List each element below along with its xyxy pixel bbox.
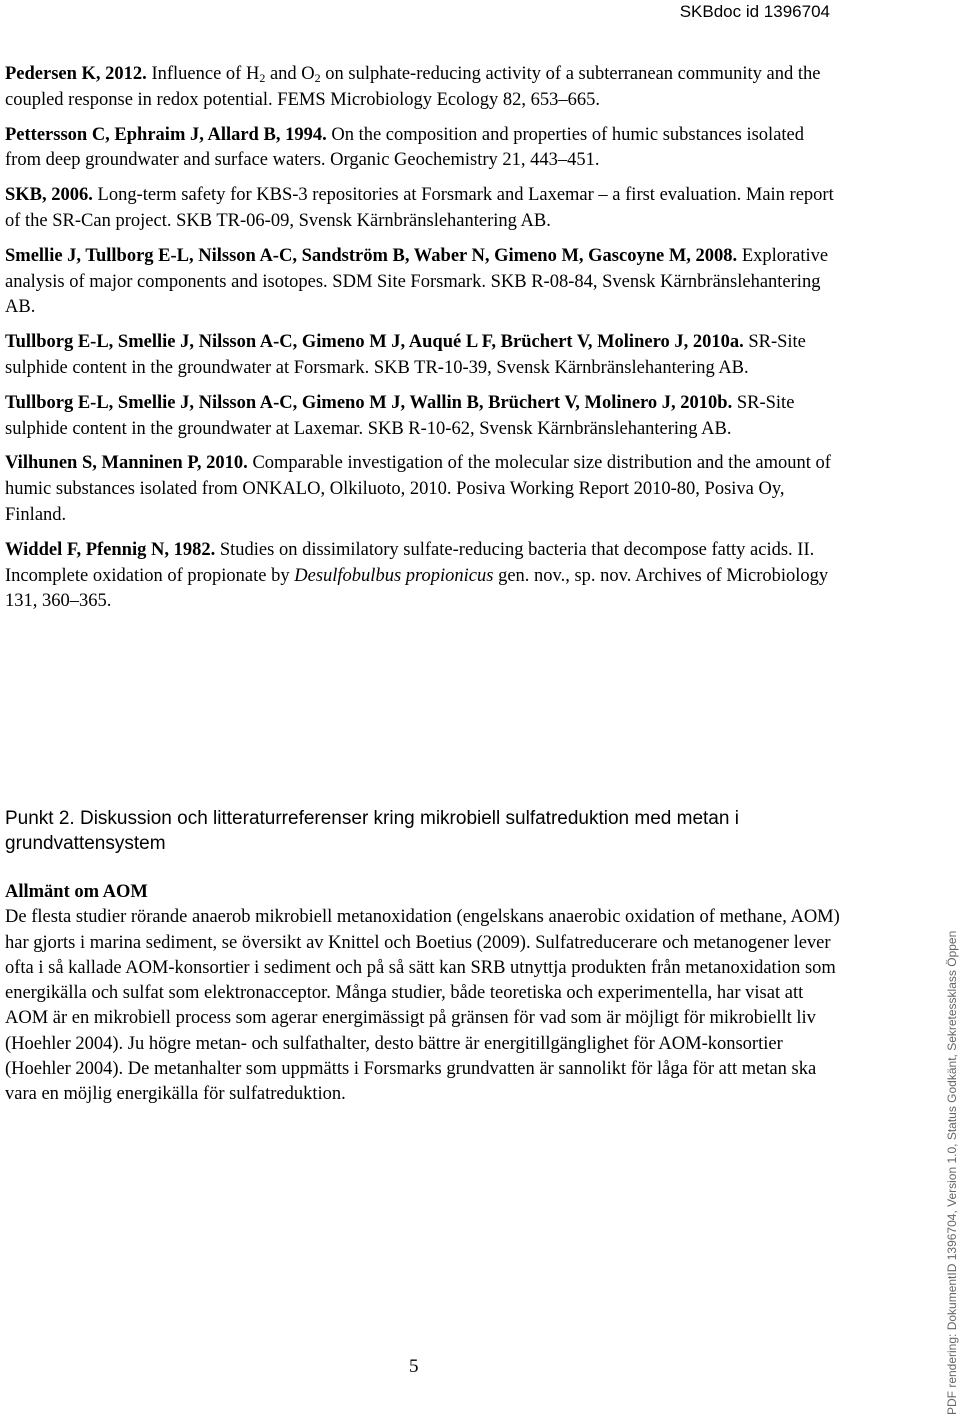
reference-authors: Pedersen K, 2012. bbox=[5, 64, 147, 84]
reference-authors: Widdel F, Pfennig N, 1982. bbox=[5, 539, 216, 560]
reference-item: Tullborg E-L, Smellie J, Nilsson A-C, Gimeno M J, Auqué L F, Brüchert V, Molinero J, 2010a. SR-Site sulphide content in the groundwater at Forsmark. SKB TR-10-39, Svensk Kärnbränslehantering AB. bbox=[5, 332, 806, 378]
subsection-heading: Allmänt om AOM bbox=[5, 882, 148, 902]
body-paragraph: De flesta studier rörande anaerob mikrobiell metanoxidation (engelskans anaerobic oxidation of methane, AOM) har gjorts i marina sediment, se översikt av Knittel och Boetius (2009). Sulfatreducerare och metanogener lever ofta i så kallade AOM-konsortier i sediment och på så sätt kan SRB utnyttja produkten från metanoxidation som energikälla och sulfat som elektronacceptor. Många studier, både teoretiska och experimentella, har visat att AOM är en mikrobiell process som agerar energimässigt på gränsen för vad som är möjligt för mikrobiellt liv (Hoehler 2004). Ju högre metan- och sulfathalter, desto bättre är energitillgänglighet för AOM-konsortier (Hoehler 2004). De metanhalter som uppmätts i Forsmarks grundvatten är sannolikt för låga för att metan ska vara en möjlig energikälla för sulfatreduktion. bbox=[5, 907, 840, 1105]
reference-item: Tullborg E-L, Smellie J, Nilsson A-C, Gimeno M J, Wallin B, Brüchert V, Molinero J, 2010b. SR-Site sulphide content in the groundwater at Laxemar. SKB R-10-62, Svensk Kärnbränslehantering AB. bbox=[5, 392, 795, 439]
section-title: Punkt 2. Diskussion och litteraturreferenser kring mikrobiell sulfatreduktion med metan i grundvattensystem bbox=[5, 808, 739, 854]
pdf-rendering-note: PDF rendering: DokumentID 1396704, Version 1.0, Status Godkänt, Sekretessklass Öppen bbox=[945, 930, 959, 1415]
reference-authors: Pettersson C, Ephraim J, Allard B, 1994. bbox=[5, 124, 327, 145]
reference-item: Smellie J, Tullborg E-L, Nilsson A-C, Sandström B, Waber N, Gimeno M, Gascoyne M, 2008. Explorative analysis of major components and isotopes. SDM Site Forsmark. SKB R-08-84, Svensk Kärnbränslehantering AB. bbox=[5, 245, 829, 318]
page-number: 5 bbox=[409, 1356, 419, 1377]
species-name: Desulfobulbus propionicus bbox=[294, 565, 494, 586]
reference-item: SKB, 2006. Long-term safety for KBS-3 repositories at Forsmark and Laxemar – a first evaluation. Main report of the SR-Can project. SKB TR-06-09, Svensk Kärnbränslehantering AB. bbox=[5, 185, 834, 231]
reference-item: Pettersson C, Ephraim J, Allard B, 1994. On the composition and properties of humic substances isolated from deep groundwater and surface waters. Organic Geochemistry 21, 443–451. bbox=[5, 124, 805, 171]
reference-item: Widdel F, Pfennig N, 1982. Studies on dissimilatory sulfate-reducing bacteria that decompose fatty acids. II. Incomplete oxidation of propionate by Desulfobulbus propionicus gen. nov., sp. nov. Archives of Microbiology 131, 360–365. bbox=[5, 539, 829, 612]
body-section bbox=[5, 880, 840, 1108]
reference-list bbox=[5, 62, 835, 624]
reference-item: Pedersen K, 2012. Influence of $H_2$ and $O_2$ on sulphate-reducing activity of a subterranean community and the coupled response in redox potential. FEMS Microbiology Ecology 82, 653–665. bbox=[5, 64, 821, 110]
reference-authors: Tullborg E-L, Smellie J, Nilsson A-C, Gimeno M J, Wallin B, Brüchert V, Molinero J, 2010b. bbox=[5, 392, 733, 413]
reference-authors: Tullborg E-L, Smellie J, Nilsson A-C, Gimeno M J, Auqué L F, Brüchert V, Molinero J, 2010a. bbox=[5, 332, 744, 353]
reference-item: Vilhunen S, Manninen P, 2010. Comparable investigation of the molecular size distribution and the amount of humic substances isolated from ONKALO, Olkiluoto, 2010. Posiva Working Report 2010-80, Posiva Oy, Finland. bbox=[5, 453, 831, 525]
reference-authors: Smellie J, Tullborg E-L, Nilsson A-C, Sandström B, Waber N, Gimeno M, Gascoyne M, 2008. bbox=[5, 245, 738, 266]
reference-authors: Vilhunen S, Manninen P, 2010. bbox=[5, 453, 248, 474]
document-id: SKBdoc id 1396704 bbox=[679, 2, 830, 21]
reference-authors: SKB, 2006. bbox=[5, 185, 93, 206]
